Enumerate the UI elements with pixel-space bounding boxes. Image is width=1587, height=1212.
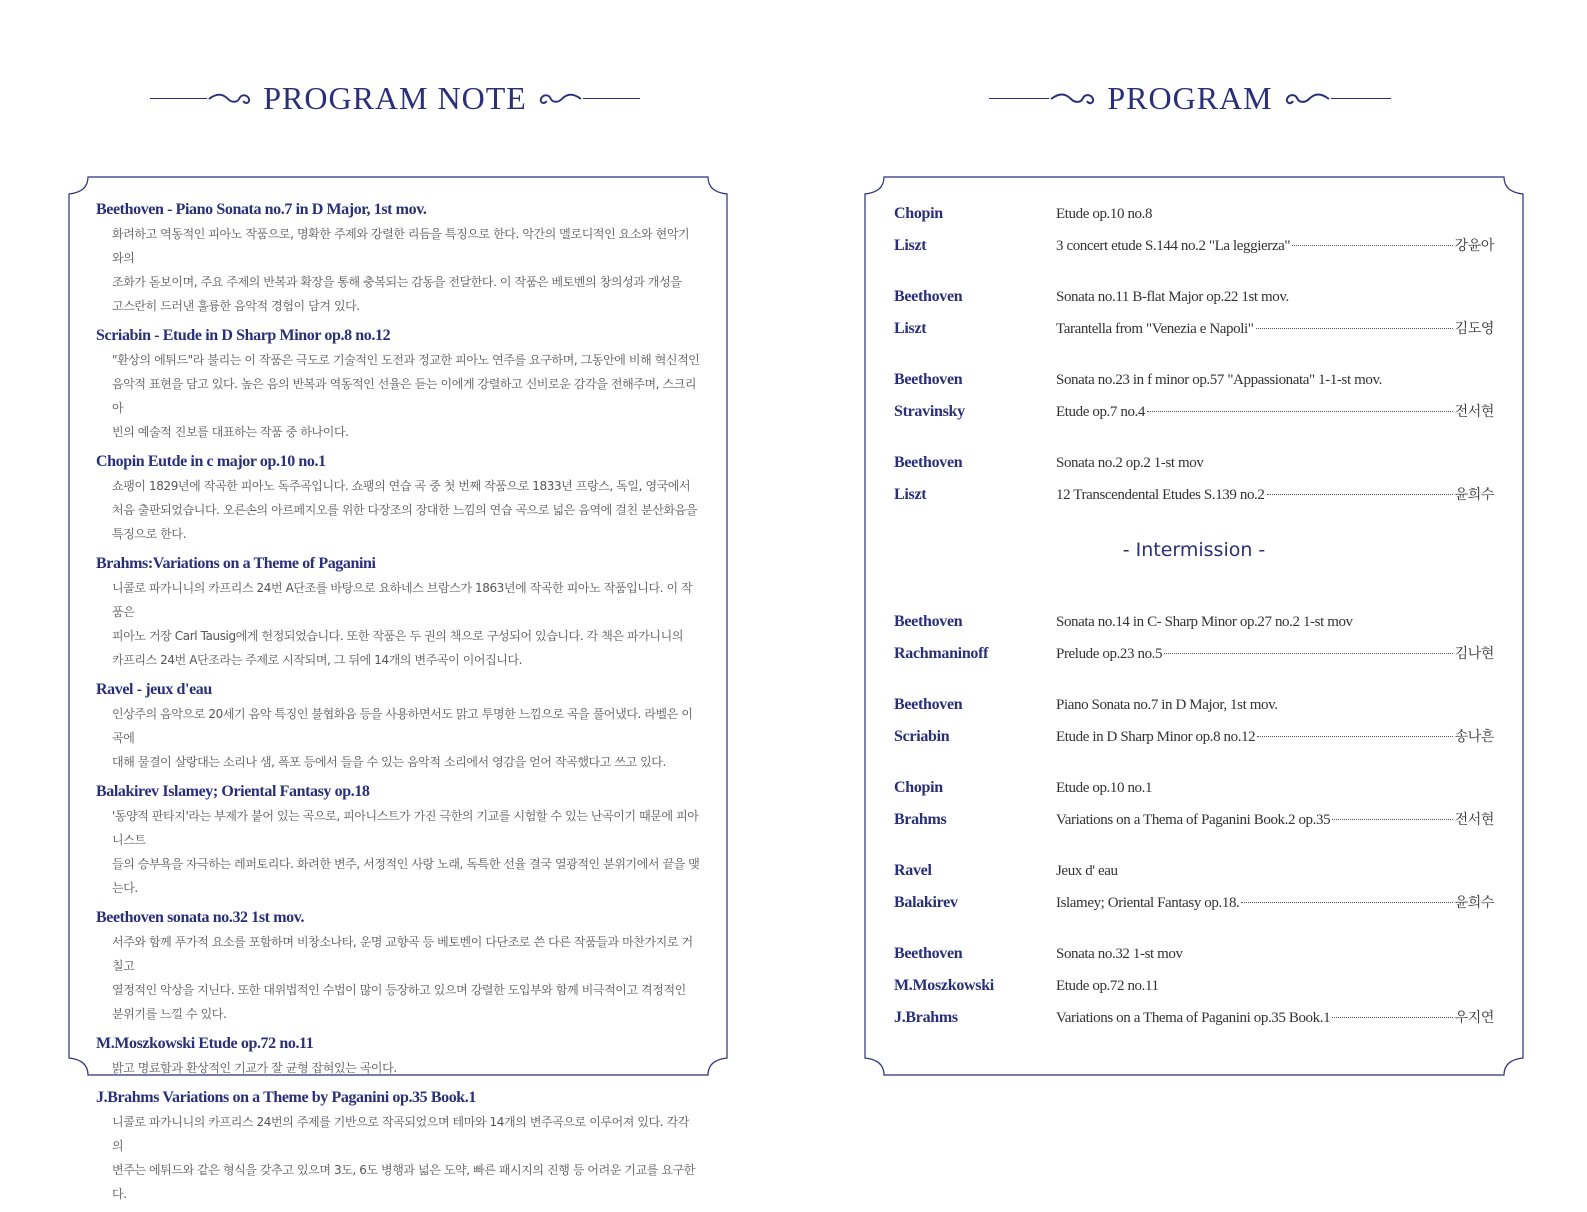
note-body-line: 피아노 거장 Carl Tausig에게 헌정되었습니다. 또한 작품은 두 권의 책으로 구성되어 있습니다. 각 책은 파가니니의: [112, 629, 684, 643]
program-row: [894, 479, 1494, 511]
work-cell: [1056, 364, 1494, 396]
note-body-line: 쇼팽이 1829년에 작곡한 피아노 독주곡입니다. 쇼팽의 연습 곡 중 첫 번째 작품으로 1833년 프랑스, 독일, 영국에서: [112, 479, 691, 493]
note-body-line: '동양적 판타지'라는 부제가 붙어 있는 곡으로, 피아니스트가 가진 극한의 기교를 시험할 수 있는 난곡이기 때문에 피아니스트: [112, 809, 699, 847]
note-title: Ravel - jeux d'eau: [96, 681, 212, 698]
note-title: Brahms:Variations on a Theme of Paganini: [96, 555, 376, 572]
program-row: [894, 396, 1494, 428]
program-panel: [864, 176, 1524, 1076]
note-body-line: 변주는 에튀드와 같은 형식을 갖추고 있으며 3도, 6도 병행과 넓은 도약, 빠른 패시지의 진행 등 어려운 기교를 요구한다.: [112, 1163, 695, 1201]
performer-name: 김나현: [1454, 646, 1494, 662]
note-item: [96, 1032, 700, 1080]
work-title: Sonata no.23 in f minor op.57 "Appassionata" 1-1-st mov.: [1056, 372, 1382, 388]
performer-name: 전서현: [1454, 404, 1494, 420]
note-body-line: 처음 출판되었습니다. 오른손의 아르페지오를 위한 다장조의 장대한 느낌의 연습 곡으로 넓은 음역에 걸친 분산화음을: [112, 503, 698, 517]
dot-leader: [1257, 736, 1452, 737]
note-title: Beethoven sonata no.32 1st mov.: [96, 909, 305, 926]
program-group: [894, 772, 1494, 836]
work-cell: [1056, 804, 1494, 836]
note-body-line: 음악적 표현을 담고 있다. 높은 음의 반복과 역동적인 선율은 듣는 이에게 강렬하고 신비로운 감각을 전해주며, 스크리아: [112, 377, 697, 415]
work-cell: [1056, 447, 1494, 479]
composer-name: Rachmaninoff: [894, 645, 989, 662]
composer-name: J.Brahms: [894, 1009, 958, 1026]
note-title: Scriabin - Etude in D Sharp Minor op.8 no.12: [96, 327, 391, 344]
performer-name: 송나흔: [1454, 729, 1494, 745]
work-cell: [1056, 396, 1494, 428]
flourish-left-icon: [207, 89, 253, 109]
note-body-line: 서주와 함께 푸가적 요소를 포함하며 비창소나타, 운명 교향곡 등 베토벤이 다단조로 쓴 다른 작품들과 마찬가지로 거칠고: [112, 935, 693, 973]
performer-name: 김도영: [1454, 321, 1494, 337]
work-title: Etude op.7 no.4: [1056, 404, 1145, 420]
composer-name: Liszt: [894, 320, 927, 337]
program-row: [894, 1002, 1494, 1034]
program-row: [894, 313, 1494, 345]
work-title: Prelude op.23 no.5: [1056, 646, 1163, 662]
program-row: [894, 938, 1494, 970]
note-item: [96, 678, 700, 774]
program-group: [894, 855, 1494, 919]
composer-name: Balakirev: [894, 894, 958, 911]
dot-leader: [1292, 245, 1453, 246]
program-row: [894, 364, 1494, 396]
work-cell: [1056, 479, 1494, 511]
work-title: Etude op.72 no.11: [1056, 978, 1159, 994]
composer-name: Beethoven: [894, 613, 963, 630]
note-body-line: 대해 물결이 살랑대는 소리나 샘, 폭포 등에서 들을 수 있는 음악적 소리에서 영감을 얻어 작곡했다고 쓰고 있다.: [112, 755, 666, 769]
program-row: [894, 804, 1494, 836]
program-row: [894, 855, 1494, 887]
work-title: Sonata no.14 in C- Sharp Minor op.27 no.2 1-st mov: [1056, 614, 1353, 630]
note-body-line: 분위기를 느낄 수 있다.: [112, 1007, 227, 1021]
note-item: [96, 552, 700, 672]
work-title: Piano Sonata no.7 in D Major, 1st mov.: [1056, 697, 1278, 713]
program-row: [894, 230, 1494, 262]
work-title: Sonata no.2 op.2 1-st mov: [1056, 455, 1204, 471]
flourish-right-icon: [1283, 89, 1331, 109]
note-title: Balakirev Islamey; Oriental Fantasy op.18: [96, 783, 370, 800]
note-body-line: 인상주의 음악으로 20세기 음악 특징인 불협화음 등을 사용하면서도 맑고 투명한 느낌으로 곡을 풀어냈다. 라벨은 이 곡에: [112, 707, 693, 745]
work-title: Sonata no.32 1-st mov: [1056, 946, 1183, 962]
work-title: Tarantella from "Venezia e Napoli": [1056, 321, 1254, 337]
program-note-panel: [68, 176, 728, 1201]
program-row: [894, 721, 1494, 753]
note-body-line: 밝고 명료함과 환상적인 기교가 잘 균형 잡혀있는 곡이다.: [112, 1061, 397, 1075]
note-title: Beethoven - Piano Sonata no.7 in D Major, 1st mov.: [96, 201, 427, 218]
work-title: Etude op.10 no.1: [1056, 780, 1153, 796]
work-title: Islamey; Oriental Fantasy op.18.: [1056, 895, 1240, 911]
note-item: [96, 906, 700, 1026]
composer-name: M.Moszkowski: [894, 977, 994, 994]
note-item: [96, 324, 700, 444]
note-body-line: 들의 승부욕을 자극하는 레퍼토리다. 화려한 변주, 서정적인 사랑 노래, 독특한 선율 결국 열광적인 분위기에서 끝을 맺는다.: [112, 857, 700, 895]
composer-name: Liszt: [894, 486, 927, 503]
dot-leader: [1147, 411, 1453, 412]
performer-name: 우지연: [1454, 1010, 1494, 1026]
work-cell: [1056, 198, 1494, 230]
work-title: Jeux d' eau: [1056, 863, 1118, 879]
work-cell: [1056, 606, 1494, 638]
composer-name: Beethoven: [894, 371, 963, 388]
work-cell: [1056, 638, 1494, 670]
note-body-line: "환상의 에튀드"라 불리는 이 작품은 극도로 기술적인 도전과 정교한 피아노 연주를 요구하며, 그동안에 비해 혁신적인: [112, 353, 700, 367]
note-item: [96, 198, 700, 318]
note-body-line: 특징으로 한다.: [112, 527, 186, 541]
note-body-line: 화려하고 역동적인 피아노 작품으로, 명확한 주제와 강렬한 리듬을 특징으로 한다. 악간의 멜로디적인 요소와 현악기와의: [112, 227, 690, 265]
dot-leader: [1332, 819, 1452, 820]
work-cell: [1056, 1002, 1494, 1034]
program-group: [894, 198, 1494, 262]
note-body-line: 조화가 돋보이며, 주요 주제의 반복과 확장을 통해 충복되는 감동을 전달한다. 이 작품은 베토벤의 창의성과 개성을: [112, 275, 682, 289]
performer-name: 강윤아: [1454, 238, 1494, 254]
program-row: [894, 887, 1494, 919]
work-cell: [1056, 855, 1494, 887]
program-row: [894, 198, 1494, 230]
note-body-line: 고스란히 드러낸 훌륭한 음악적 경험이 담겨 있다.: [112, 299, 360, 313]
composer-name: Stravinsky: [894, 403, 965, 420]
work-cell: [1056, 313, 1494, 345]
work-title: Etude in D Sharp Minor op.8 no.12: [1056, 729, 1256, 745]
dot-leader: [1267, 494, 1453, 495]
flourish-left-icon: [1049, 89, 1097, 109]
composer-name: Ravel: [894, 862, 932, 879]
header-rule-right: [583, 98, 640, 99]
program-list: [894, 198, 1494, 1053]
composer-name: Beethoven: [894, 288, 963, 305]
program-second-half: [894, 606, 1494, 1034]
composer-name: Brahms: [894, 811, 947, 828]
note-body-line: 니콜로 파가니니의 카프리스 24번 A단조를 바탕으로 요하네스 브람스가 1863년에 작곡한 피아노 작품입니다. 이 작품은: [112, 581, 693, 619]
note-title: M.Moszkowski Etude op.72 no.11: [96, 1035, 314, 1052]
composer-name: Chopin: [894, 205, 943, 222]
page-title: PROGRAM: [1107, 80, 1273, 116]
program-row: [894, 606, 1494, 638]
dot-leader: [1256, 328, 1453, 329]
program-row: [894, 970, 1494, 1002]
note-item: [96, 450, 700, 546]
dot-leader: [1164, 653, 1453, 654]
work-cell: [1056, 281, 1494, 313]
composer-name: Beethoven: [894, 696, 963, 713]
intermission-label: - Intermission -: [1122, 539, 1266, 561]
dot-leader: [1332, 1017, 1452, 1018]
note-body-line: 빈의 예술적 진보를 대표하는 작품 중 하나이다.: [112, 425, 349, 439]
header-rule-right: [1331, 98, 1391, 99]
note-item: [96, 780, 700, 900]
program-group: [894, 447, 1494, 511]
performer-name: 윤희수: [1454, 895, 1494, 911]
composer-name: Scriabin: [894, 728, 950, 745]
header-rule-left: [989, 98, 1049, 99]
note-item: [96, 1086, 700, 1206]
program-note-header: [150, 80, 640, 117]
work-cell: [1056, 887, 1494, 919]
program-group: [894, 938, 1494, 1034]
composer-name: Beethoven: [894, 454, 963, 471]
program-row: [894, 281, 1494, 313]
program-group: [894, 281, 1494, 345]
program-group: [894, 689, 1494, 753]
work-cell: [1056, 970, 1494, 1002]
work-title: Sonata no.11 B-flat Major op.22 1st mov.: [1056, 289, 1289, 305]
program-note-list: [96, 198, 700, 1212]
dot-leader: [1241, 902, 1452, 903]
composer-name: Beethoven: [894, 945, 963, 962]
work-title: Variations on a Thema of Paganini op.35 Book.1: [1056, 1010, 1331, 1026]
performer-name: 윤희수: [1454, 487, 1494, 503]
performer-name: 전서현: [1454, 812, 1494, 828]
program-row: [894, 689, 1494, 721]
work-cell: [1056, 721, 1494, 753]
note-body-line: 니콜로 파가니니의 카프리스 24번의 주제를 기반으로 작곡되었으며 테마와 14개의 변주곡으로 이루어져 있다. 각각의: [112, 1115, 689, 1153]
composer-name: Chopin: [894, 779, 943, 796]
note-title: J.Brahms Variations on a Theme by Paganini op.35 Book.1: [96, 1089, 477, 1106]
program-header: [985, 80, 1395, 117]
work-title: Variations on a Thema of Paganini Book.2 op.35: [1056, 812, 1331, 828]
work-cell: [1056, 689, 1494, 721]
flourish-right-icon: [537, 89, 583, 109]
program-row: [894, 638, 1494, 670]
work-title: 3 concert etude S.144 no.2 "La leggierza": [1056, 238, 1291, 254]
composer-name: Liszt: [894, 237, 927, 254]
work-cell: [1056, 772, 1494, 804]
program-row: [894, 447, 1494, 479]
program-row: [894, 772, 1494, 804]
work-cell: [1056, 230, 1494, 262]
program-first-half: [894, 198, 1494, 511]
work-cell: [1056, 938, 1494, 970]
page-title: PROGRAM NOTE: [263, 80, 527, 116]
program-group: [894, 606, 1494, 670]
note-title: Chopin Eutde in c major op.10 no.1: [96, 453, 326, 470]
note-body-line: 카프리스 24번 A단조라는 주제로 시작되며, 그 뒤에 14개의 변주곡이 이어집니다.: [112, 653, 523, 667]
work-title: 12 Transcendental Etudes S.139 no.2: [1056, 487, 1265, 503]
note-body-line: 열정적인 악상을 지닌다. 또한 대위법적인 수법이 많이 등장하고 있으며 강렬한 도입부와 함께 비극적이고 격정적인: [112, 983, 686, 997]
program-group: [894, 364, 1494, 428]
work-title: Etude op.10 no.8: [1056, 206, 1153, 222]
header-rule-left: [150, 98, 207, 99]
